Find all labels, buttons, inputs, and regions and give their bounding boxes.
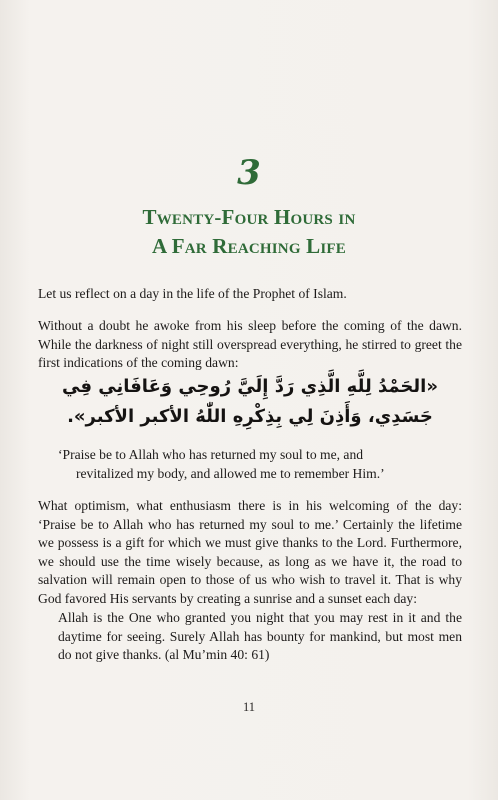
- paragraph-optimism: What optimism, what enthusiasm there is in his welcoming of the day: ‘Praise be to Allah who has returned my soul to me.’ Certainly the lifetime we possess is a gift for which we must give thanks to the Lord. Furthermore, we should use the time wisely because, as long as we have it, the road to salvation will remain open to those of us who wish to travel it. That is why God favored His servants by creating a sunrise and a sunset each day:: [38, 498, 462, 606]
- chapter-title-line-2: A Far Reaching Life: [152, 234, 346, 258]
- paragraph-intro: Let us reflect on a day in the life of the Prophet of Islam.: [38, 286, 347, 301]
- supplication-translation: [58, 446, 458, 483]
- paragraph-dawn: Without a doubt he awoke from his sleep before the coming of the dawn. While the darkness of night still overspread everything, he stirred to greet the first indications of the coming dawn:: [38, 318, 462, 370]
- page-number: 11: [242, 700, 256, 714]
- translation-line-2: revitalized my body, and allowed me to remember Him.’: [76, 465, 385, 481]
- chapter-title-line-1: Twenty-Four Hours in: [142, 205, 356, 229]
- arabic-supplication: [60, 372, 440, 432]
- arabic-line-2: جَسَدِي، وَأَذِنَ لِي بِذِكْرِهِ اللّٰهُ الأكبر الأكبر».: [67, 406, 433, 427]
- arabic-line-1: «الحَمْدُ لِلَّهِ الَّذِي رَدَّ إِلَيَّ رُوحِي وَعَافَانِي فِي: [62, 376, 438, 397]
- chapter-title: [0, 203, 498, 261]
- chapter-number: 3: [237, 153, 261, 193]
- translation-line-1: ‘Praise be to Allah who has returned my soul to me, and: [58, 447, 364, 462]
- quran-quote: Allah is the One who granted you night that you may rest in it and the daytime for seeing. Surely Allah has bounty for mankind, but most men do not give thanks. (al Mu’min 40: 61): [58, 610, 462, 662]
